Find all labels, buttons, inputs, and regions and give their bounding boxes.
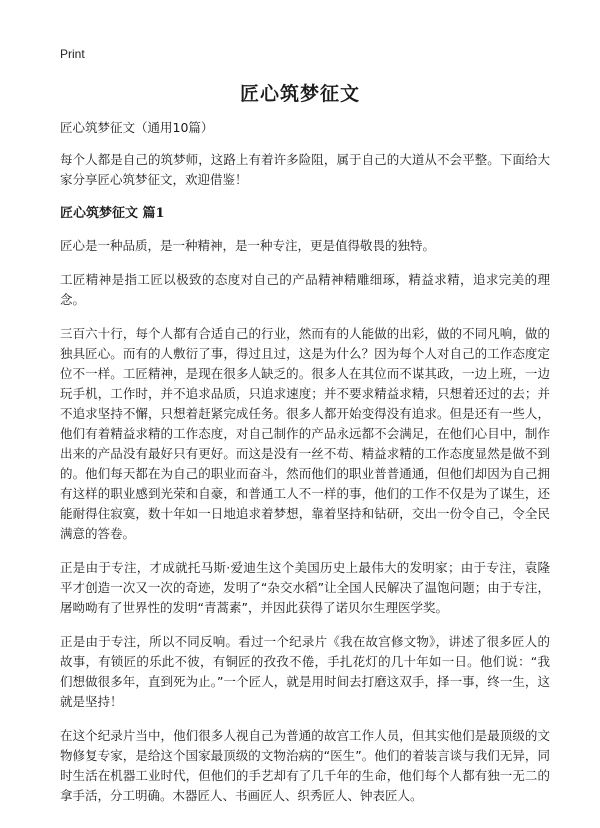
paragraph-3: 三百六十行，每个人都有合适自己的行业，然而有的人能做的出彩，做的不同凡响，做的独具匠心。而有的人敷衍了事，得过且过，这是为什么？因为每个人对自己的工作态度定位不一样。工匠精神，是现在很多人缺乏的。很多人在其位而不谋其政，一边上班，一边玩手机，工作时，并不追求品质，只追求速度；并不要求精益求精，只想着还过的去；并不追求坚持不懈，只想着赶紧完成任务。很多人都开始变得没有追求。但是还有一些人，他们有着精益求精的工作态度，对自己制作的产品永远都不会满足，在他们心目中，制作出来的产品没有最好只有更好。而这是没有一丝不苟、精益求精的工作态度显然是做不到的。他们每天都在为自己的职业而奋斗，然而他们的职业普普通通，但他们却因为自己拥有这样的职业感到光荣和自豪，和普通工人不一样的事，他们的工作不仅是为了谋生，还能耐得住寂寞，数十年如一日地追求着梦想，靠着坚持和钻研，交出一份令自己，令全民满意的答卷。 <box>60 326 550 541</box>
paragraph-5: 正是由于专注，所以不同反响。看过一个纪录片《我在故宫修文物》，讲述了很多匠人的故事，有锁匠的乐此不彼，有铜匠的孜孜不倦，手扎花灯的几十年如一日。他们说：“我们想做很多年，直到死为止。”一个匠人，就是用时间去打磨这双手，择一事，终一生，这就是坚持！ <box>60 634 550 709</box>
document-subtitle: 匠心筑梦征文（通用10篇） <box>60 120 214 135</box>
intro-paragraph: 每个人都是自己的筑梦师，这路上有着许多险阻，属于自己的大道从不会平整。下面给大家分享匠心筑梦征文，欢迎借鉴！ <box>60 152 550 187</box>
paragraph-6: 在这个纪录片当中，他们很多人视自己为普通的故宫工作人员，但其实他们是最顶级的文物修复专家，是给这个国家最顶级的文物治病的“医生”。他们的着装言谈与我们无异，同时生活在机器工业时代，但他们的手艺却有了几千年的生命，他们每个人都有独一无二的拿手活，分工明确。木器匠人、书画匠人、织秀匠人、钟表匠人。 <box>60 728 550 803</box>
document-body <box>60 118 550 820</box>
print-link[interactable]: Print <box>60 47 85 61</box>
section-heading: 匠心筑梦征文 篇1 <box>60 206 165 221</box>
paragraph-2: 工匠精神是指工匠以极致的态度对自己的产品精神精雕细琢，精益求精，追求完美的理念。 <box>60 272 550 307</box>
paragraph-4: 正是由于专注，才成就托马斯·爱迪生这个美国历史上最伟大的发明家；由于专注，袁隆平才创造一次又一次的奇迹，发明了“杂交水稻”让全国人民解决了温饱问题；由于专注，屠呦呦有了世界性的发明“青蒿素”，并因此获得了诺贝尔生理医学奖。 <box>60 560 550 615</box>
page-title: 匠心筑梦征文 <box>239 83 360 105</box>
paragraph-1: 匠心是一种品质，是一种精神，是一种专注，更是值得敬畏的独特。 <box>60 238 436 253</box>
